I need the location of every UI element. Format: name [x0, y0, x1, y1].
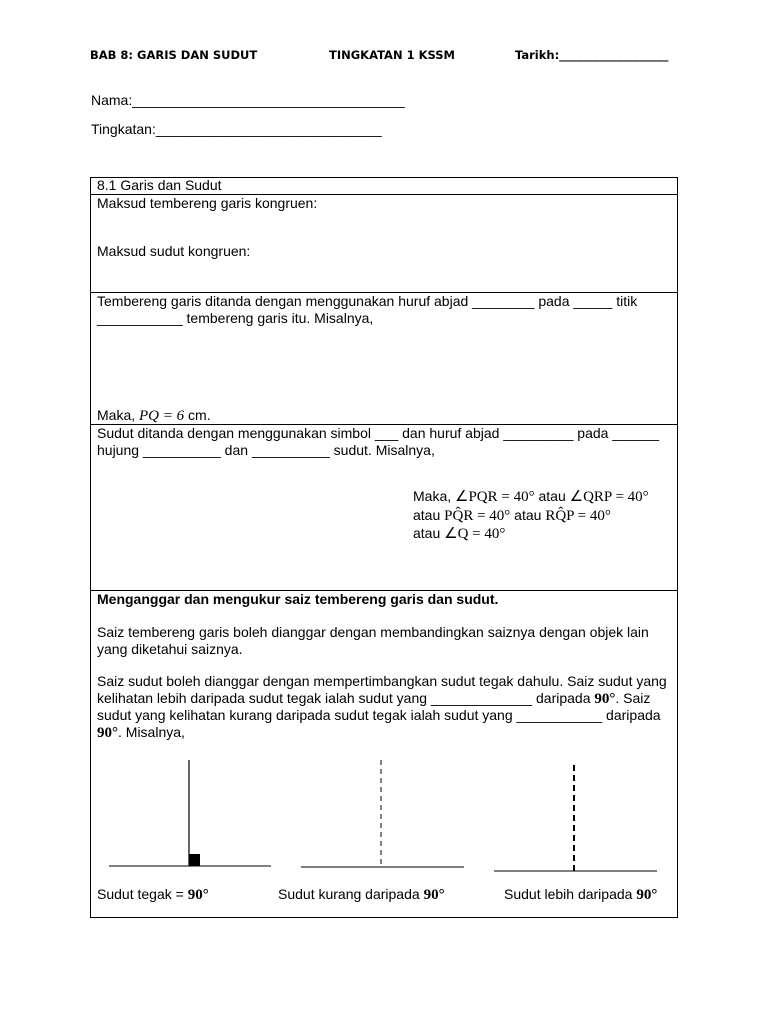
angle-example-line: atau ∠Q = 40° [413, 525, 506, 542]
segment-example-result: Maka, PQ = 6 cm. [97, 407, 211, 424]
congruent-segment-definition: Maksud tembereng garis kongruen: [97, 195, 318, 211]
congruent-angle-definition: Maksud sudut kongruen: [97, 243, 251, 259]
chapter-title: BAB 8: GARIS DAN SUDUT [90, 48, 258, 62]
right-angle-diagram [109, 760, 271, 866]
estimation-paragraph: Saiz sudut boleh dianggar dengan mempertimbangkan sudut tegak dahulu. Saiz sudut yang [97, 673, 667, 689]
angle-diagrams [91, 178, 679, 919]
right-angle-marker-icon [189, 854, 200, 866]
estimation-paragraph: Saiz tembereng garis boleh dianggar dengan membandingkan saiznya dengan objek lain [97, 624, 649, 640]
segment-marking-text: Tembereng garis ditanda dengan menggunakan huruf abjad ________ pada _____ titik [97, 293, 638, 309]
angle-example-line: atau PQ̂R = 40° atau RQ̂P = 40° [413, 507, 611, 524]
caption-obtuse-angle: Sudut lebih daripada 90° [504, 886, 658, 903]
estimation-heading: Menganggar dan mengukur saiz tembereng garis dan sudut. [97, 591, 499, 607]
worksheet-table [90, 177, 678, 918]
obtuse-angle-diagram [494, 765, 657, 871]
estimation-paragraph: sudut yang kelihatan kurang daripada sudut tegak ialah sudut yang ___________ daripada [97, 707, 661, 723]
date-field: Tarikh:___________________ [515, 48, 669, 62]
acute-angle-diagram [301, 760, 464, 867]
angle-example-line: Maka, ∠PQR = 40° atau ∠QRP = 40° [413, 488, 649, 505]
segment-marking-text: ___________ tembereng garis itu. Misalnya, [97, 310, 374, 326]
estimation-paragraph: kelihatan lebih daripada sudut tegak ialah sudut yang _____________ daripada 90°. Saiz [97, 690, 651, 707]
estimation-paragraph: 90°. Misalnya, [97, 724, 185, 741]
section-title: 8.1 Garis dan Sudut [97, 177, 222, 193]
name-field: Nama:___________________________________ [91, 92, 405, 108]
angle-marking-text: Sudut ditanda dengan menggunakan simbol ___ dan huruf abjad _________ pada ______ [97, 425, 660, 441]
form-level: TINGKATAN 1 KSSM [329, 48, 455, 62]
estimation-paragraph: yang diketahui saiznya. [97, 641, 243, 657]
angle-marking-text: hujung __________ dan __________ sudut. Misalnya, [97, 442, 435, 458]
caption-acute-angle: Sudut kurang daripada 90° [278, 886, 445, 903]
caption-right-angle: Sudut tegak = 90° [97, 886, 209, 903]
class-field: Tingkatan:_____________________________ [91, 121, 382, 137]
